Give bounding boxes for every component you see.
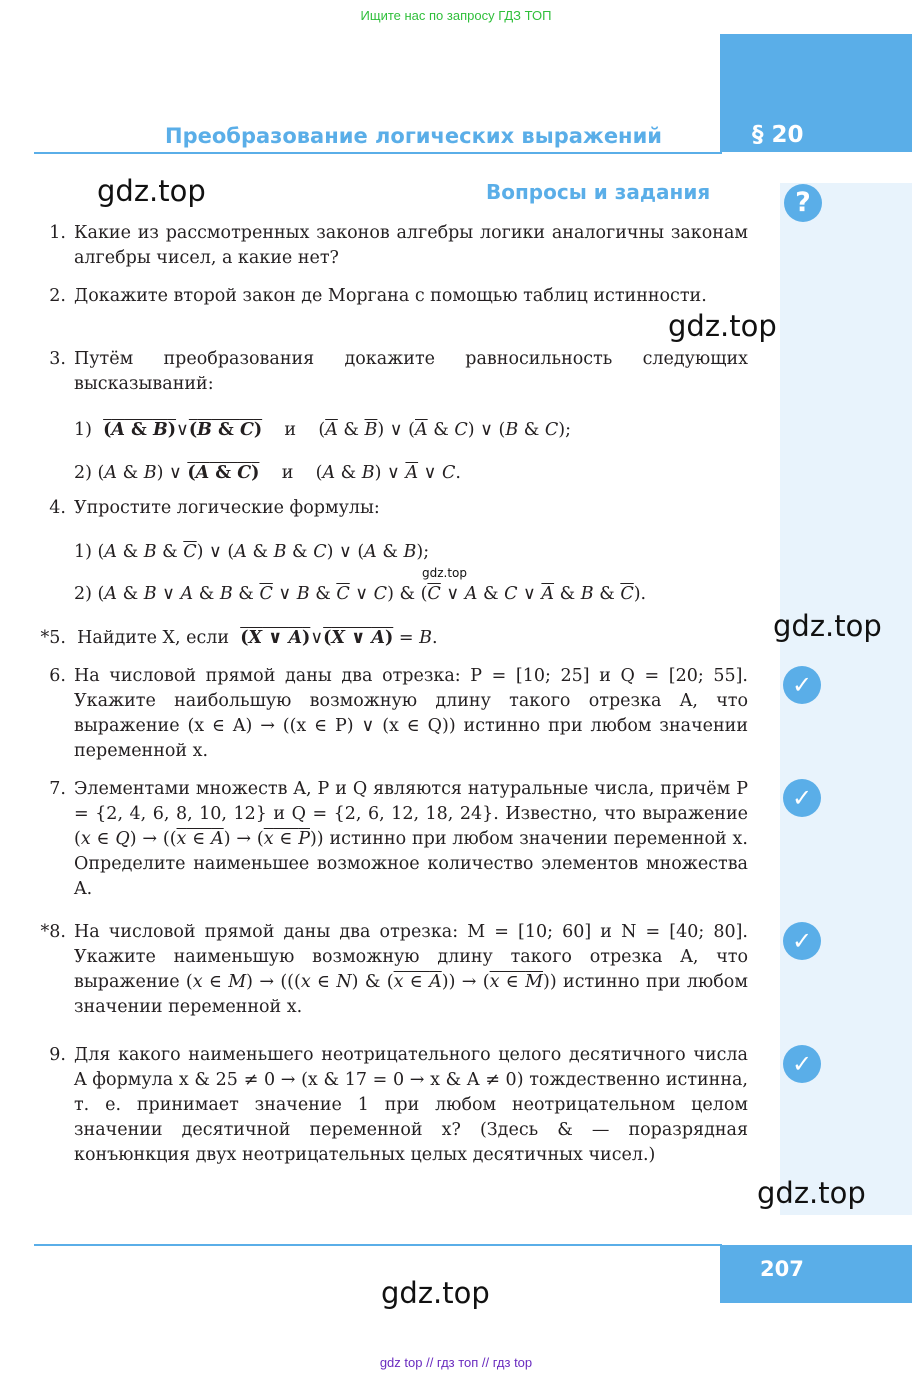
task-number: *5. <box>40 628 66 648</box>
task-9 <box>34 1043 748 1168</box>
watermark: gdz.top <box>97 174 206 208</box>
watermark-small: gdz.top <box>422 566 468 580</box>
task-2 <box>34 284 748 309</box>
header-rule <box>34 152 722 154</box>
task-number: *8. <box>40 922 66 942</box>
task-number: 3. <box>49 349 66 369</box>
task-number: 1. <box>49 223 66 243</box>
task-text-cont: истинно при любом значении переменной x. <box>74 972 748 1017</box>
task-6 <box>34 664 748 764</box>
formula-3-2: 2) (A & B) ∨ (A & C) и (A & B) ∨ $\overline{A}$ ∨ C. <box>74 463 461 483</box>
task-4 <box>34 496 748 521</box>
task-text-cont: истинно при любом значении переменной x. Определите наименьшее возможное количество элементов множества A. <box>74 829 748 899</box>
section-title: Вопросы и задания <box>486 180 711 204</box>
task-7: 7. Элементами множеств A, P и Q являются натуральные числа, причём P = {2, 4, 6, 8, 10, 12} и Q = {2, 6, 12, 18, 24}. Известно, что выражение (x ∈ Q) → ((x ∈ A) → (x ∈ P)) истинно при любом значении переменной x. Определите наименьшее возможное количество элементов множества A. <box>34 777 748 902</box>
footer-accent-block <box>720 1245 912 1303</box>
task-text: Для какого наименьшего неотрицательного целого десятичного числа A формула x & 25 ≠ 0 → (x & 17 = 0 → x & A ≠ 0) тождественно истинна, т. е. принимает значение 1 при любом неотрицательном целом значении десятичной переменной x? (Здесь & — поразрядная конъюнкция двух неотрицательных целых десятичных чисел.) <box>74 1045 748 1165</box>
footer-rule <box>34 1244 722 1246</box>
task-number: 7. <box>49 779 66 799</box>
task-3 <box>34 347 748 397</box>
checkmark-icon: ✓ <box>783 779 821 817</box>
watermark: gdz.top <box>773 609 882 643</box>
question-icon: ? <box>784 184 822 222</box>
task-text: На числовой прямой даны два отрезка: M = [10; 60] и N = [40; 80]. Укажите наименьшую возможную длину такого отрезка A, что выражение <box>74 922 748 992</box>
formula-4-2: 2) (A & B ∨ A & B & $\overline{C}$ ∨ B & $\overline{C}$ ∨ C) & ($\overline{C}$ ∨ A & C ∨ $\overline{A}$ & B & $\overline{C}$). <box>74 584 647 604</box>
task-number: 9. <box>49 1045 66 1065</box>
task-1 <box>34 221 748 271</box>
watermark: gdz.top <box>757 1176 866 1210</box>
formula-3-1: 1) (A & B)∨(B & C) и ($\overline{A}$ & $\overline{B}$) ∨ ($\overline{A}$ & C) ∨ (B & C); <box>74 420 572 440</box>
task-text: Докажите второй закон де Моргана с помощью таблиц истинности. <box>74 286 707 306</box>
task-text: Элементами множеств A, P и Q являются натуральные числа, причём P = {2, 4, 6, 8, 10, 12} и Q = {2, 6, 12, 18, 24}. Известно, что выражение <box>74 779 748 824</box>
watermark: gdz.top <box>668 309 777 343</box>
checkmark-icon: ✓ <box>783 922 821 960</box>
task-text: На числовой прямой даны два отрезка: P = [10; 25] и Q = [20; 55]. Укажите наибольшую возможную длину такого отрезка A, что выражение (x ∈ A) → ((x ∈ P) ∨ (x ∈ Q)) истинно при любом значении переменной x. <box>74 666 748 761</box>
task-text: Какие из рассмотренных законов алгебры логики аналогичны законам алгебры чисел, а какие нет? <box>74 223 748 268</box>
task-text: Упростите логические формулы: <box>74 498 380 518</box>
task-8: *8. На числовой прямой даны два отрезка: M = [10; 60] и N = [40; 80]. Укажите наименьшую возможную длину такого отрезка A, что выражение (x ∈ M) → (((x ∈ N) & (x ∈ A)) → (x ∈ M)) истинно при любом значении переменной x. <box>34 920 748 1020</box>
bottom-note: gdz top // гдз топ // гдз top <box>379 1355 533 1370</box>
formula-4-1: 1) (A & B & $\overline{C}$) ∨ (A & B & C) ∨ (A & B); <box>74 542 430 562</box>
paragraph-number: § 20 <box>752 122 804 148</box>
checkmark-icon: ✓ <box>783 1045 821 1083</box>
task-text: Путём преобразования докажите равносильность следующих высказываний: <box>74 349 748 394</box>
top-note: Ищите нас по запросу ГДЗ ТОП <box>360 8 552 23</box>
page-number: 207 <box>760 1257 804 1281</box>
watermark: gdz.top <box>381 1276 490 1310</box>
task-text: Найдите X, если <box>77 628 230 648</box>
chapter-title: Преобразование логических выражений <box>165 124 662 148</box>
checkmark-icon: ✓ <box>783 666 821 704</box>
header-accent-block <box>720 34 912 152</box>
task-number: 4. <box>49 498 66 518</box>
task-number: 2. <box>49 286 66 306</box>
task-number: 6. <box>49 666 66 686</box>
task-5: *5. Найдите X, если (X ∨ A)∨(X ∨ A) = B. <box>34 626 438 651</box>
